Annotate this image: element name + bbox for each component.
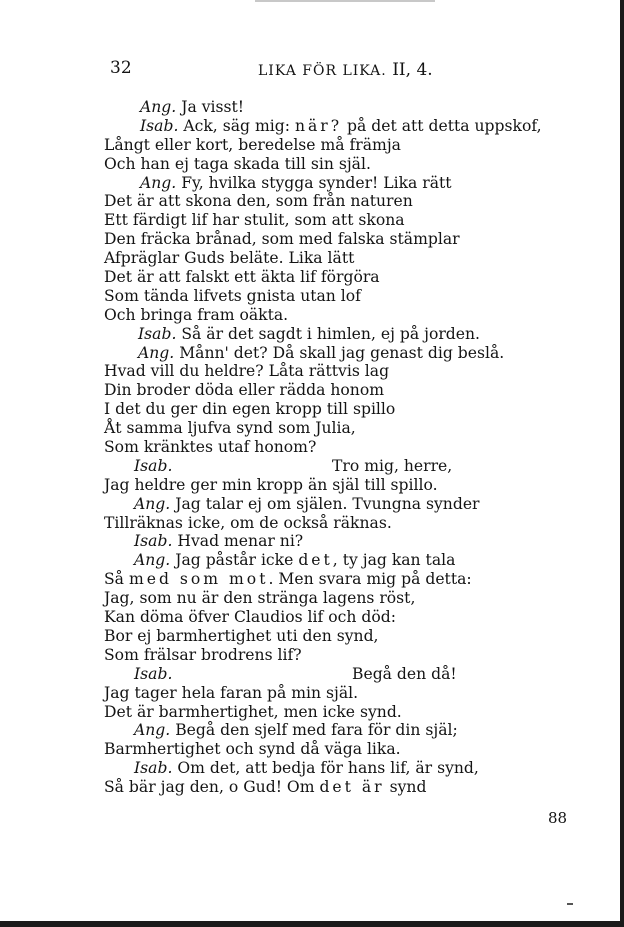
speaker-name: Ang.	[134, 551, 171, 570]
text-line	[104, 778, 604, 797]
text-line	[104, 438, 604, 457]
page-edge-bottom	[0, 921, 624, 927]
emphasis-text: det är	[319, 778, 385, 797]
text-line	[104, 155, 604, 174]
text-line	[104, 495, 604, 514]
emphasis-text: när?	[294, 116, 343, 135]
line-text: Begå den sjelf med fara för din själ;	[170, 721, 458, 740]
text-line	[104, 551, 604, 570]
act-scene: II, 4.	[392, 60, 433, 80]
text-line	[104, 608, 604, 627]
text-line	[104, 268, 604, 287]
line-text: Fy, hvilka stygga synder! Lika rätt	[176, 173, 452, 192]
line-text: Jag påstår icke	[170, 551, 299, 570]
text-line	[104, 249, 604, 268]
page-edge-right	[620, 0, 624, 927]
text-line	[104, 627, 604, 646]
text-line	[104, 211, 604, 230]
text-line	[104, 740, 604, 759]
text-line	[104, 646, 604, 665]
text-line	[104, 400, 604, 419]
speaker-name: Isab.	[134, 759, 173, 778]
line-text: Som tända lifvets gnista utan lof	[104, 286, 361, 305]
text-line	[104, 703, 604, 722]
line-text: Barmhertighet och synd då väga lika.	[104, 740, 401, 759]
line-text: Och bringa fram oäkta.	[104, 305, 289, 324]
line-text: på det att detta uppskof,	[342, 116, 542, 135]
text-line	[104, 381, 604, 400]
text-line	[104, 419, 604, 438]
speaker-name: Isab.	[134, 456, 173, 475]
text-line	[104, 174, 604, 193]
line-text: Det är barmhertighet, men icke synd.	[104, 702, 402, 721]
line-text: Ack, säg mig:	[178, 116, 295, 135]
play-text	[104, 98, 604, 797]
speaker-name: Ang.	[140, 173, 177, 192]
line-text: Och han ej taga skada till sin själ.	[104, 154, 371, 173]
line-text: Jag talar ej om själen. Tvungna synder	[170, 494, 480, 513]
line-text: Ett färdigt lif har stulit, som att skona	[104, 211, 405, 230]
text-line	[104, 325, 604, 344]
text-line	[104, 362, 604, 381]
line-text: I det du ger din egen kropp till spillo	[104, 400, 396, 419]
running-title-text: LIKA FÖR LIKA.	[258, 63, 387, 79]
line-text: Om det, att bedja för hans lif, är synd,	[172, 759, 479, 778]
line-text: Jag tager hela faran på min själ.	[104, 683, 359, 702]
text-line	[104, 514, 604, 533]
speaker-name: Isab.	[134, 532, 173, 551]
line-text: Som frälsar brodrens lif?	[104, 645, 302, 664]
speaker-name: Ang.	[138, 343, 175, 362]
line-text-continued: Tro mig, herre,	[332, 456, 453, 475]
text-line	[104, 532, 604, 551]
line-text: Ja visst!	[176, 98, 245, 116]
speaker-name: Isab.	[140, 116, 179, 135]
text-line	[104, 457, 604, 476]
speaker-name: Ang.	[140, 98, 177, 116]
text-line	[104, 721, 604, 740]
text-line	[104, 344, 604, 363]
text-line	[104, 684, 604, 703]
line-text: synd	[384, 778, 427, 797]
text-line	[104, 98, 604, 117]
text-line	[104, 287, 604, 306]
text-line	[104, 230, 604, 249]
page-number: 32	[110, 58, 132, 78]
text-line	[104, 570, 604, 589]
text-line	[104, 192, 604, 211]
text-line	[104, 589, 604, 608]
scan-speck	[567, 903, 573, 905]
line-text: Jag, som nu är den stränga lagens röst,	[104, 589, 416, 608]
line-text: Långt eller kort, beredelse må främja	[104, 135, 401, 154]
line-text: Hvad vill du heldre? Låta rättvis lag	[104, 362, 390, 381]
signature-number: 88	[548, 809, 568, 827]
text-line	[104, 136, 604, 155]
line-text: Månn' det? Då skall jag genast dig beslå.	[174, 343, 505, 362]
line-text-continued: Begå den då!	[352, 664, 457, 683]
line-text: Åt samma ljufva synd som Julia,	[104, 419, 356, 438]
speaker-name: Ang.	[134, 721, 171, 740]
line-text: Din broder döda eller rädda honom	[104, 381, 385, 400]
line-text: Det är att skona den, som från naturen	[104, 192, 413, 211]
line-text: Hvad menar ni?	[172, 532, 304, 551]
running-title	[258, 60, 433, 80]
text-line	[104, 665, 604, 684]
text-line	[104, 117, 604, 136]
line-text: Så är det sagdt i himlen, ej på jorden.	[176, 324, 481, 343]
line-text: Det är att falskt ett äkta lif förgöra	[104, 268, 380, 287]
emphasis-text: med som mot	[128, 570, 269, 589]
line-text: Afpräglar Guds beläte. Lika lätt	[104, 249, 355, 268]
line-text: Jag heldre ger min kropp än själ till spillo.	[104, 475, 438, 494]
speaker-name: Isab.	[138, 324, 177, 343]
line-text: Så	[104, 570, 129, 589]
line-text: . Men svara mig på detta:	[268, 570, 472, 589]
line-text: Den fräcka brånad, som med falska stämplar	[104, 230, 460, 249]
text-line	[104, 476, 604, 495]
emphasis-text: det	[298, 551, 333, 570]
line-text: Bor ej barmhertighet uti den synd,	[104, 626, 379, 645]
speaker-name: Isab.	[134, 664, 173, 683]
line-text: , ty jag kan tala	[332, 551, 456, 570]
page-edge-top	[255, 0, 435, 2]
text-line	[104, 306, 604, 325]
line-text: Så bär jag den, o Gud! Om	[104, 778, 320, 797]
line-text: Tillräknas icke, om de också räknas.	[104, 513, 392, 532]
line-text: Kan döma öfver Claudios lif och död:	[104, 608, 396, 627]
text-line	[104, 759, 604, 778]
line-text: Som kränktes utaf honom?	[104, 438, 317, 457]
speaker-name: Ang.	[134, 494, 171, 513]
